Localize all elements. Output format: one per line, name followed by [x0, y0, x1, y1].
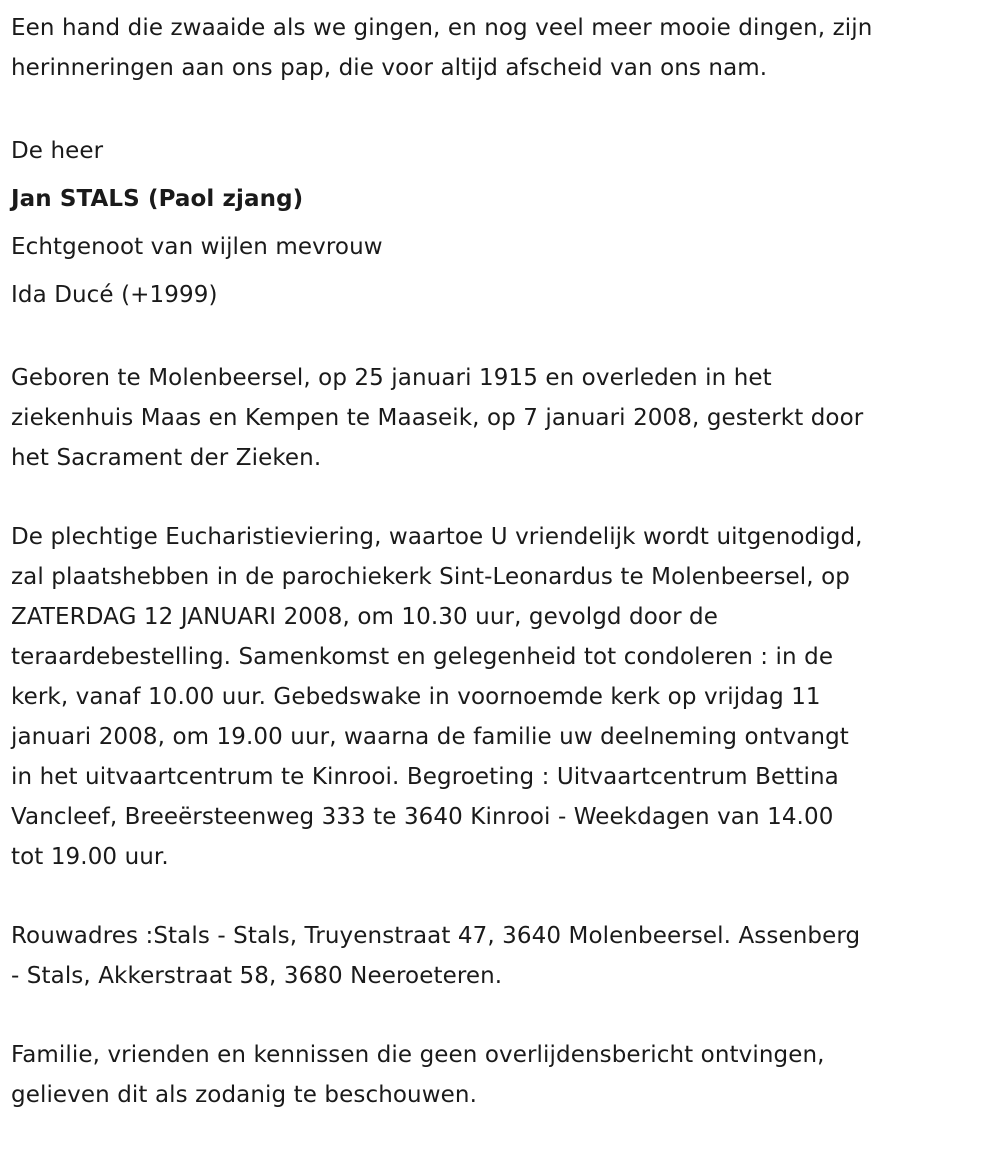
address-paragraph: [11, 916, 989, 996]
text-line: het Sacrament der Zieken.: [11, 445, 322, 471]
text-line: Rouwadres :Stals - Stals, Truyenstraat 47, 3640 Molenbeersel. Assenberg: [11, 923, 861, 949]
text-line: Vancleef, Breeërsteenweg 333 te 3640 Kinrooi - Weekdagen van 14.00: [11, 804, 834, 830]
text-line: De plechtige Eucharistieviering, waartoe U vriendelijk wordt uitgenodigd,: [11, 524, 863, 550]
deceased-name: Jan STALS (Paol zjang): [11, 186, 304, 212]
text-line: gelieven dit als zodanig te beschouwen.: [11, 1082, 477, 1108]
intro-paragraph: [11, 8, 989, 88]
text-line: kerk, vanaf 10.00 uur. Gebedswake in voornoemde kerk op vrijdag 11: [11, 684, 821, 710]
text-line: herinneringen aan ons pap, die voor altijd afscheid van ons nam.: [11, 55, 768, 81]
text-line: Geboren te Molenbeersel, op 25 januari 1915 en overleden in het: [11, 365, 772, 391]
salutation: De heer: [11, 138, 104, 164]
text-line: in het uitvaartcentrum te Kinrooi. Begroeting : Uitvaartcentrum Bettina: [11, 764, 839, 790]
text-line: Familie, vrienden en kennissen die geen overlijdensbericht ontvingen,: [11, 1042, 825, 1068]
text-line: Een hand die zwaaide als we gingen, en nog veel meer mooie dingen, zijn: [11, 15, 873, 41]
text-line: tot 19.00 uur.: [11, 844, 169, 870]
spouse-line: Echtgenoot van wijlen mevrouw: [11, 234, 383, 260]
ceremony-paragraph: [11, 517, 989, 877]
text-line: zal plaatshebben in de parochiekerk Sint-Leonardus te Molenbeersel, op: [11, 564, 850, 590]
closing-paragraph: [11, 1035, 989, 1115]
deceased-block: [11, 127, 989, 319]
text-line: teraardebestelling. Samenkomst en gelegenheid tot condoleren : in de: [11, 644, 834, 670]
text-line: - Stals, Akkerstraat 58, 3680 Neeroeteren.: [11, 963, 503, 989]
spouse-name: Ida Ducé (+1999): [11, 282, 218, 308]
text-line: januari 2008, om 19.00 uur, waarna de familie uw deelneming ontvangt: [11, 724, 849, 750]
obituary-document: [11, 8, 989, 1154]
birth-death-paragraph: [11, 358, 989, 478]
text-line: ziekenhuis Maas en Kempen te Maaseik, op 7 januari 2008, gesterkt door: [11, 405, 864, 431]
text-line: ZATERDAG 12 JANUARI 2008, om 10.30 uur, gevolgd door de: [11, 604, 718, 630]
